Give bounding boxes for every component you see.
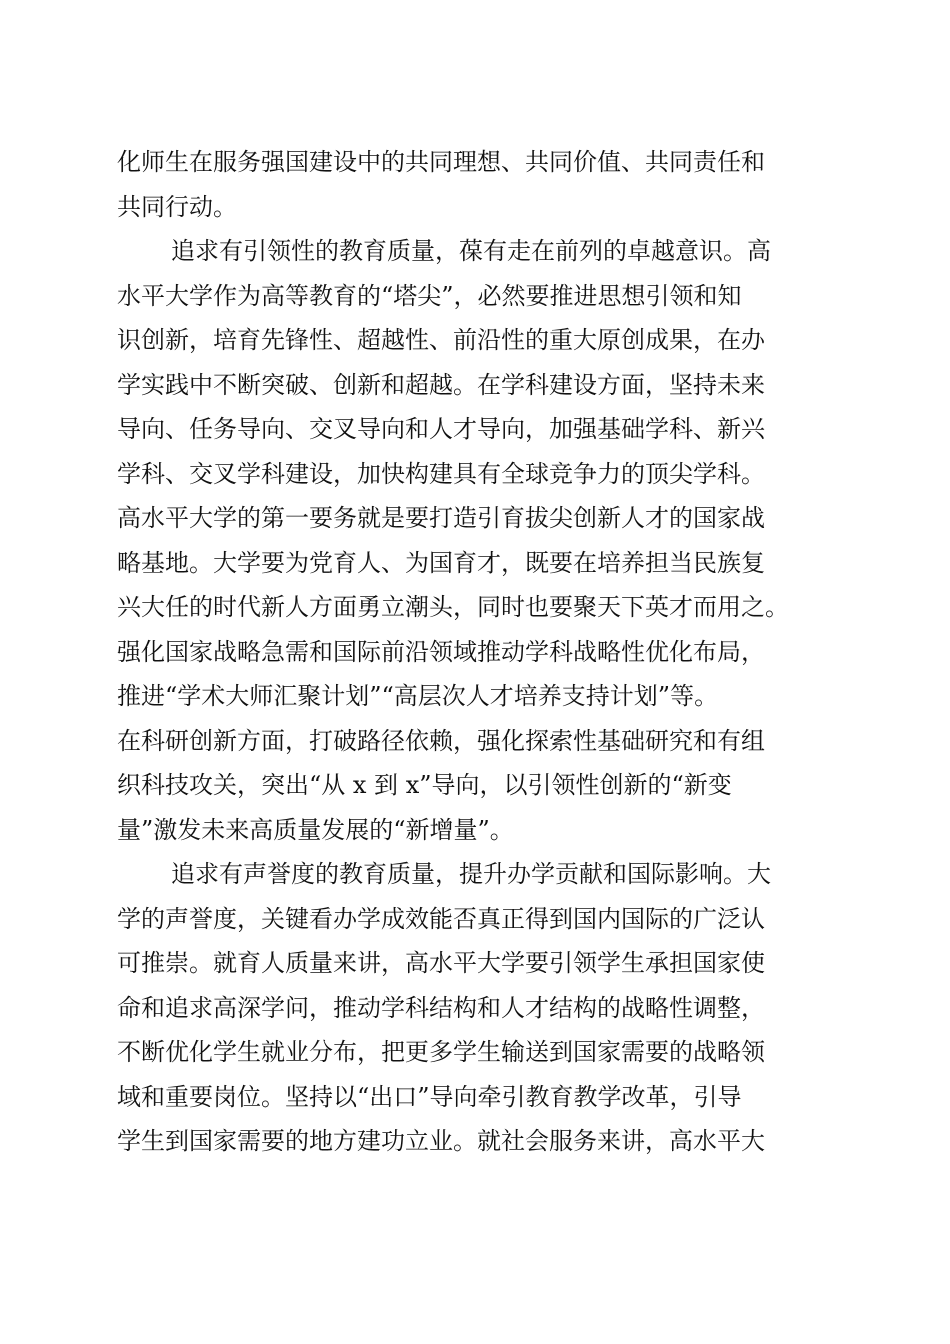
text-line: 学的声誉度，关键看办学成效能否真正得到国内国际的广泛认 <box>117 904 765 933</box>
text-line: 共同行动。 <box>117 192 237 221</box>
text-line: 可推崇。就育人质量来讲，高水平大学要引领学生承担国家使 <box>117 949 765 977</box>
text-line: 学实践中不断突破、创新和超越。在学科建设方面，坚持未来 <box>117 370 765 399</box>
paragraph-start-line: 追求有声誉度的教育质量，提升办学贡献和国际影响。大 <box>171 860 771 888</box>
body-text <box>117 140 837 1164</box>
text-line: 织科技攻关，突出“从 x 到 x”导向，以引领性创新的“新变 <box>117 771 732 799</box>
text-line: 不断优化学生就业分布，把更多学生输送到国家需要的战略领 <box>117 1038 765 1066</box>
text-line: 兴大任的时代新人方面勇立潮头，同时也要聚天下英才而用之。 <box>117 593 789 621</box>
text-line: 识创新，培育先锋性、超越性、前沿性的重大原创成果，在办 <box>117 326 765 354</box>
text-line: 水平大学作为高等教育的“塔尖”，必然要推进思想引领和知 <box>117 281 742 310</box>
text-line: 在科研创新方面，打破路径依赖，强化探索性基础研究和有组 <box>117 726 765 755</box>
text-line: 高水平大学的第一要务就是要打造引育拔尖创新人才的国家战 <box>117 504 765 532</box>
text-line: 量”激发未来高质量发展的“新增量”。 <box>117 815 514 844</box>
text-line: 化师生在服务强国建设中的共同理想、共同价值、共同责任和 <box>117 148 765 176</box>
text-line: 强化国家战略急需和国际前沿领域推动学科战略性优化布局， <box>117 637 765 666</box>
text-line: 命和追求高深学问，推动学科结构和人才结构的战略性调整， <box>117 993 765 1022</box>
text-line: 学生到国家需要的地方建功立业。就社会服务来讲，高水平大 <box>117 1127 765 1155</box>
text-line: 导向、任务导向、交叉导向和人才导向，加强基础学科、新兴 <box>117 415 765 443</box>
text-line: 略基地。大学要为党育人、为国育才，既要在培养担当民族复 <box>117 548 765 577</box>
text-line: 学科、交叉学科建设，加快构建具有全球竞争力的顶尖学科。 <box>117 459 765 488</box>
text-line: 推进“学术大师汇聚计划”“高层次人才培养支持计划”等。 <box>117 682 719 710</box>
paragraph-start-line: 追求有引领性的教育质量，葆有走在前列的卓越意识。高 <box>171 237 771 265</box>
text-line: 域和重要岗位。坚持以“出口”导向牵引教育教学改革，引导 <box>117 1082 742 1111</box>
